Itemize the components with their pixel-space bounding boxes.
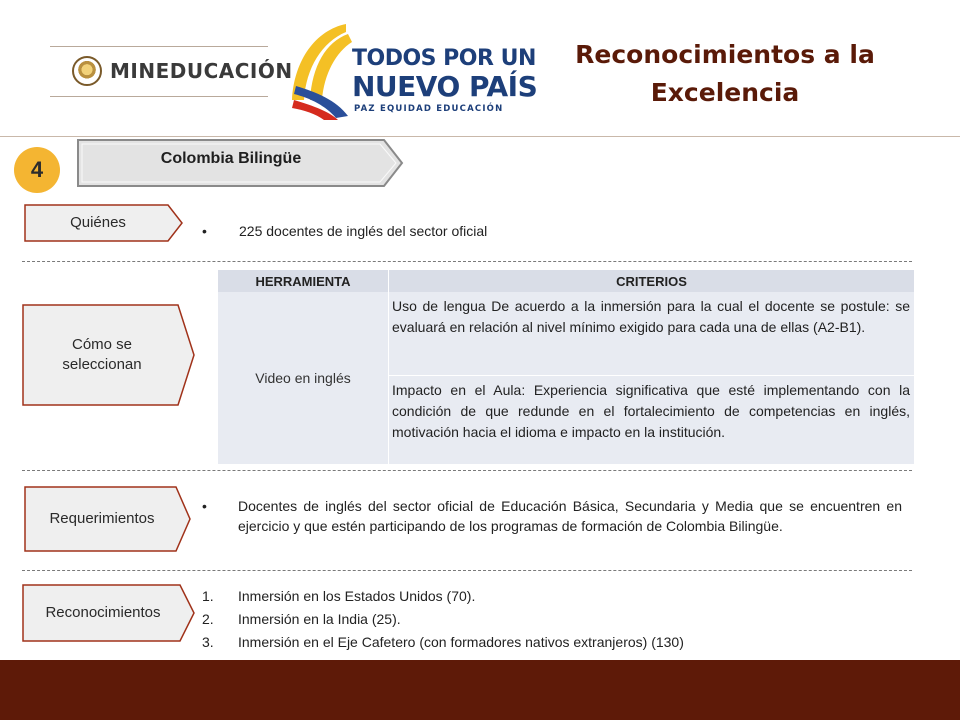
header-divider [0, 136, 960, 137]
slogan-line-2: NUEVO PAÍS [352, 70, 538, 103]
label-como-line-2: seleccionan [62, 356, 142, 373]
mineducacion-logo-text: MINEDUCACIÓN [110, 59, 293, 83]
criteria-table [217, 270, 914, 464]
list-item [200, 586, 684, 609]
page-title-line-1: Reconocimientos a la [575, 40, 875, 69]
mineducacion-logo [72, 56, 293, 86]
section-divider [22, 570, 912, 571]
header-rule-bottom [50, 96, 268, 97]
reconocimientos-list [200, 586, 684, 655]
label-requerimientos [24, 486, 192, 552]
list-item-number: 1. [202, 588, 214, 604]
header-herramienta: HERRAMIENTA [218, 270, 389, 292]
list-item [200, 609, 684, 632]
label-reconocimientos [22, 584, 196, 642]
label-como-se-seleccionan [22, 304, 196, 406]
header-rule-top [50, 46, 268, 47]
footer-bar [0, 660, 960, 720]
quienes-bullet-text: 225 docentes de inglés del sector oficial [239, 223, 488, 239]
list-item-number: 3. [202, 634, 214, 650]
slogan-line-3: PAZ EQUIDAD EDUCACIÓN [354, 104, 504, 114]
section-divider [22, 470, 912, 471]
label-como-text [22, 304, 182, 406]
label-requerimientos-text: Requerimientos [49, 510, 155, 527]
page-title-line-2: Excelencia [650, 78, 800, 107]
table-row [218, 292, 915, 376]
label-quienes-text: Quiénes [70, 214, 126, 231]
list-item-text: Inmersión en los Estados Unidos (70). [238, 588, 476, 604]
bullet-icon: • [202, 498, 207, 514]
coat-of-arms-icon [72, 56, 102, 86]
table-header-row [218, 270, 915, 292]
criteria-cell-impacto-en-el-aula: Impacto en el Aula: Experiencia significativa que esté implementando con la condición de que redunde en el fortalecimiento de competencias en inglés, motivación hacia el idioma e impacto en la institución. [389, 376, 915, 465]
list-item [200, 632, 684, 655]
list-item-text: Inmersión en la India (25). [238, 611, 401, 627]
list-item-text: Inmersión en el Eje Cafetero (con formadores nativos extranjeros) (130) [238, 634, 684, 650]
list-item-number: 2. [202, 611, 214, 627]
page-title [560, 36, 890, 112]
criteria-cell-uso-de-lengua: Uso de lengua De acuerdo a la inmersión para la cual el docente se postule: se evaluará en relación al nivel mínimo exigido para cada una de ellas (A2-B1). [389, 292, 915, 376]
program-number-badge: 4 [14, 147, 60, 193]
label-reconocimientos-text: Reconocimientos [45, 604, 161, 621]
header-criterios: CRITERIOS [389, 270, 915, 292]
section-divider [22, 261, 912, 262]
program-name: Colombia Bilingüe [160, 150, 302, 167]
label-como-line-1: Cómo se [71, 336, 133, 353]
bullet-icon: • [202, 223, 207, 239]
requerimientos-text: Docentes de inglés del sector oficial de Educación Básica, Secundaria y Media que se encuentren en ejercicio y que estén participando de los programas de formación de Colombia Bilingüe. [238, 498, 902, 534]
label-quienes [24, 204, 184, 242]
slogan-line-1: TODOS POR UN [352, 46, 536, 71]
tool-cell: Video en inglés [218, 292, 389, 464]
